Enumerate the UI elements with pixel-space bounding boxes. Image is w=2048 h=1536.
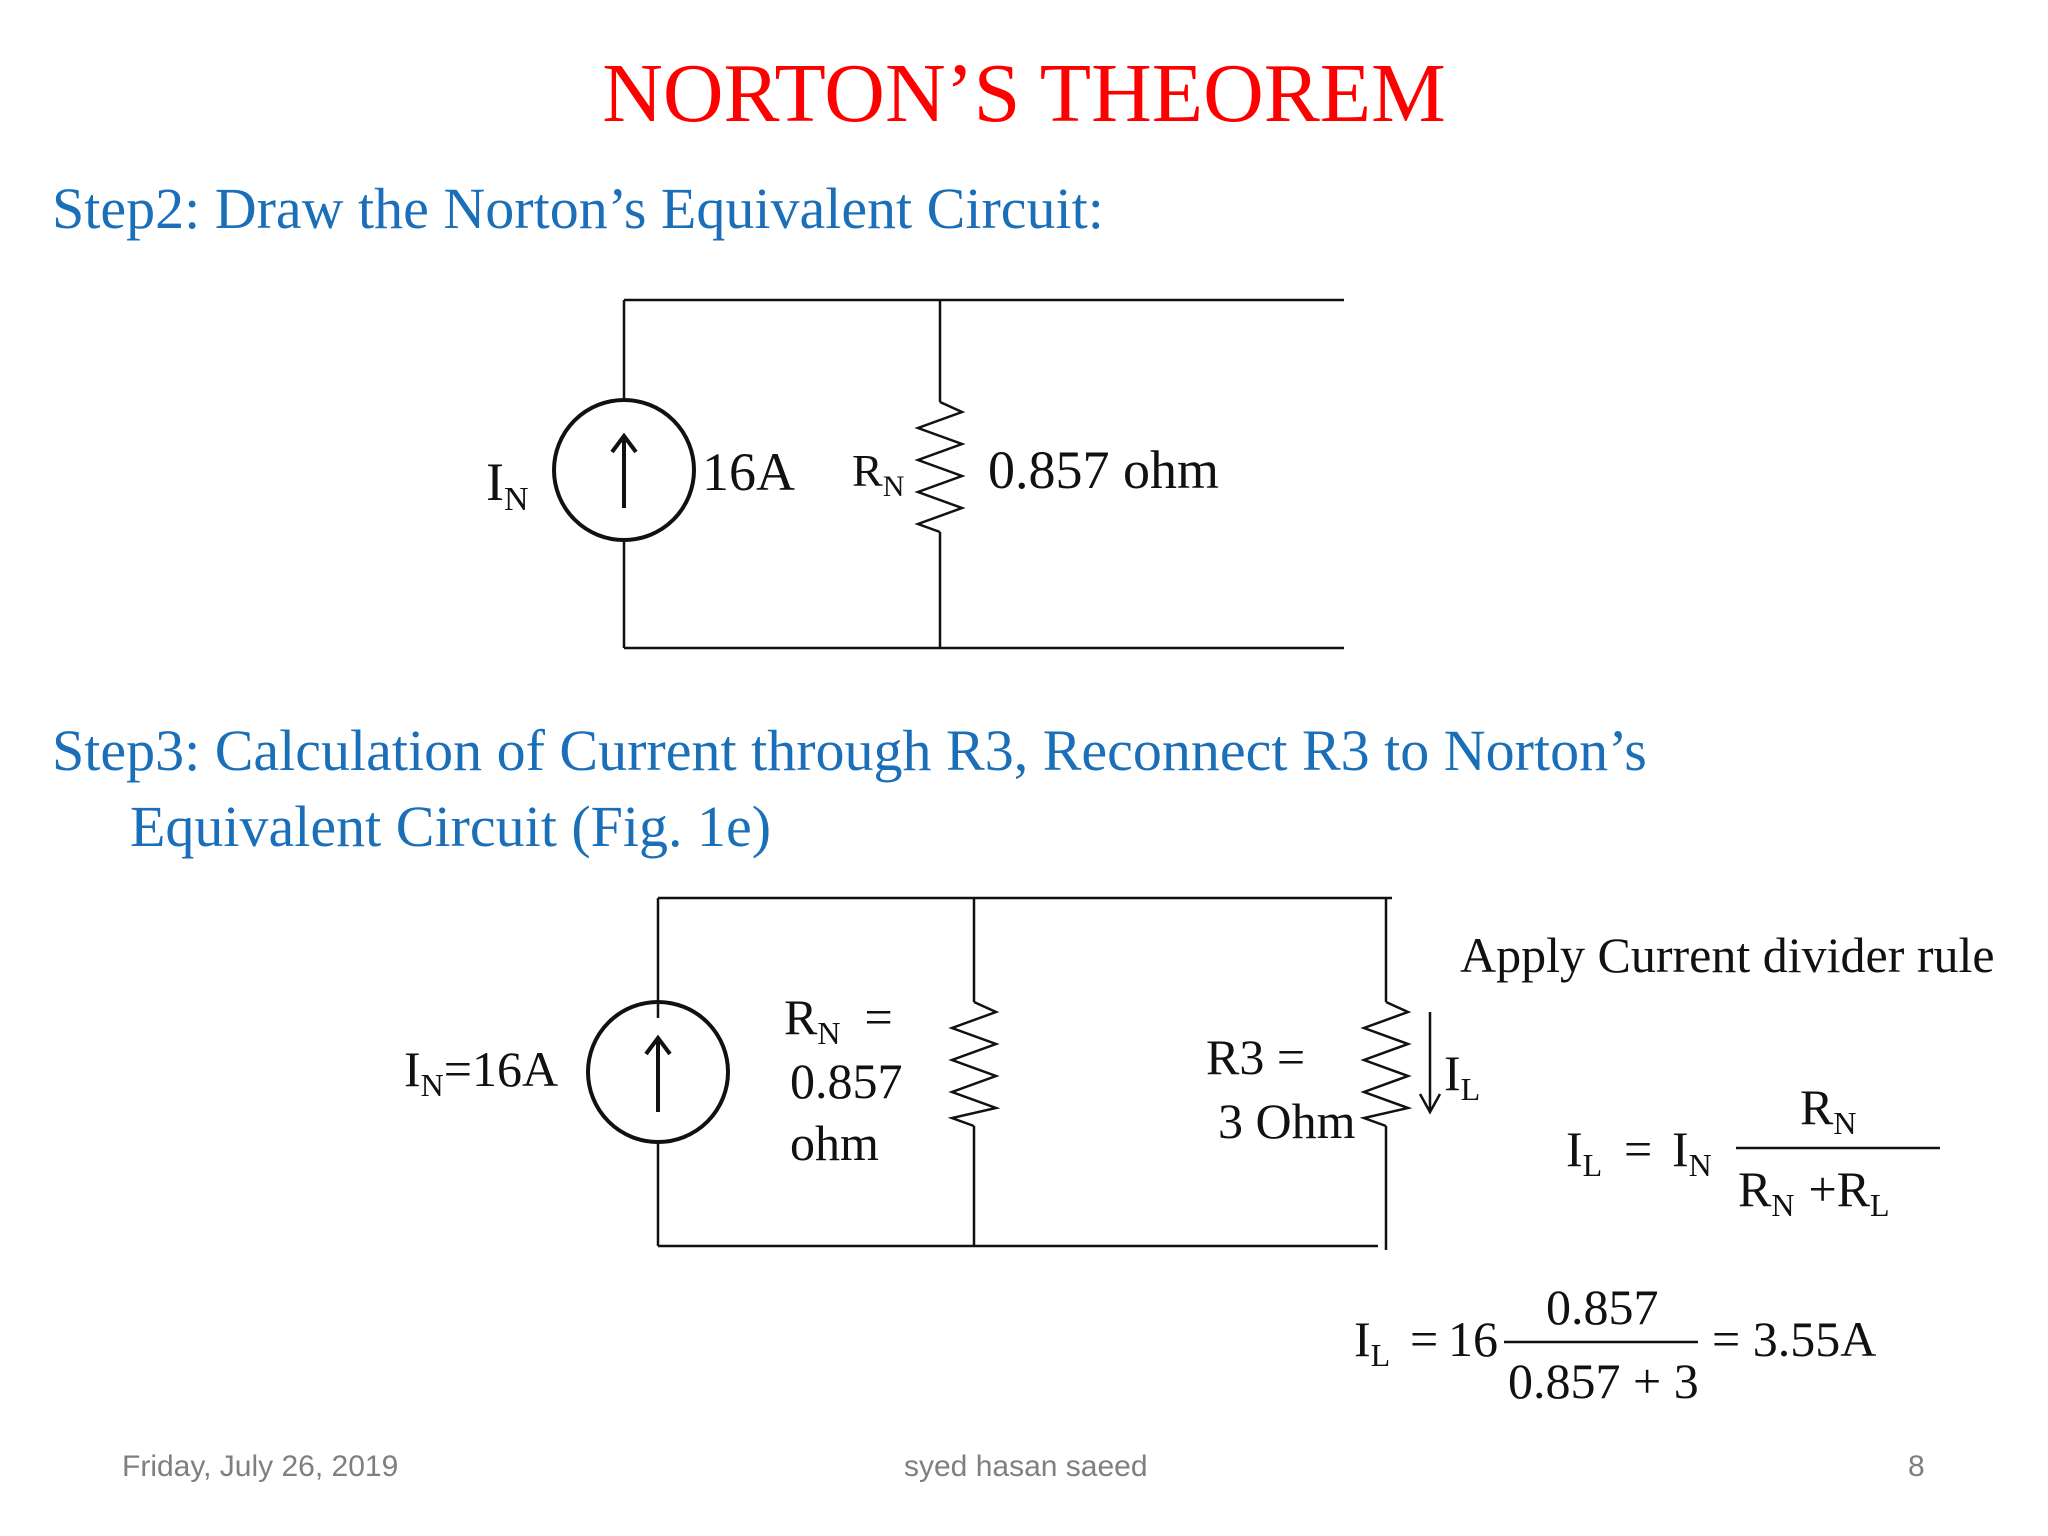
formula-numerator: $R_N$ (1800, 1079, 1857, 1141)
formula-in: $I_N$ (1672, 1121, 1712, 1183)
source1-label: IN (486, 452, 529, 518)
formula-heading: Apply Current divider rule (1460, 927, 1995, 983)
source1-value: 16A (702, 442, 795, 502)
step3-heading-line1: Step3: Calculation of Current through R3, Reconnect R3 to Norton’s (52, 718, 1647, 783)
rn-unit: ohm (790, 1115, 879, 1171)
step2-heading: Step2: Draw the Norton’s Equivalent Circuit: (52, 176, 1104, 241)
norton-circuit-2 (588, 898, 1440, 1250)
resistor1-value: 0.857 ohm (988, 440, 1220, 500)
rn-value: 0.857 (790, 1053, 903, 1109)
r3-value: 3 Ohm (1218, 1093, 1356, 1149)
load-current-label: $I_L$ (1444, 1045, 1481, 1107)
footer-date: Friday, July 26, 2019 (122, 1450, 399, 1483)
circuit2-labels (404, 989, 1480, 1171)
footer-page-number: 8 (1908, 1450, 1925, 1483)
formula-equals: = (1624, 1121, 1653, 1177)
circuit1-labels (486, 440, 1219, 518)
slide-title: NORTON’S THEOREM (602, 47, 1446, 140)
resistor1-label: $R_N$ (852, 445, 905, 503)
calc-numerator: 0.857 (1546, 1279, 1659, 1335)
step3-heading-line2: Equivalent Circuit (Fig. 1e) (130, 794, 772, 859)
calc-equals: = (1410, 1311, 1439, 1367)
current-divider-formula (1460, 927, 1995, 1223)
norton-circuit-1 (554, 300, 1344, 648)
calc-lhs: $I_L$ (1354, 1311, 1391, 1373)
calc-result: = 3.55A (1712, 1311, 1877, 1367)
source2-label: $I_N=16A$ (404, 1041, 559, 1103)
r3-zigzag (1364, 1002, 1408, 1126)
rn-label: $R_N$ = (784, 989, 893, 1051)
calc-denominator: 0.857 + 3 (1508, 1353, 1699, 1409)
resistor-zigzag (918, 402, 962, 532)
formula-lhs: $I_L$ (1566, 1121, 1603, 1183)
rn-zigzag (952, 1002, 996, 1126)
load-current-calculation (1354, 1279, 1876, 1409)
footer-author: syed hasan saeed (904, 1450, 1148, 1483)
formula-denominator: $R_N +R_L$ (1738, 1161, 1890, 1223)
calc-factor: 16 (1448, 1311, 1498, 1367)
r3-label: R3 = (1206, 1029, 1306, 1085)
